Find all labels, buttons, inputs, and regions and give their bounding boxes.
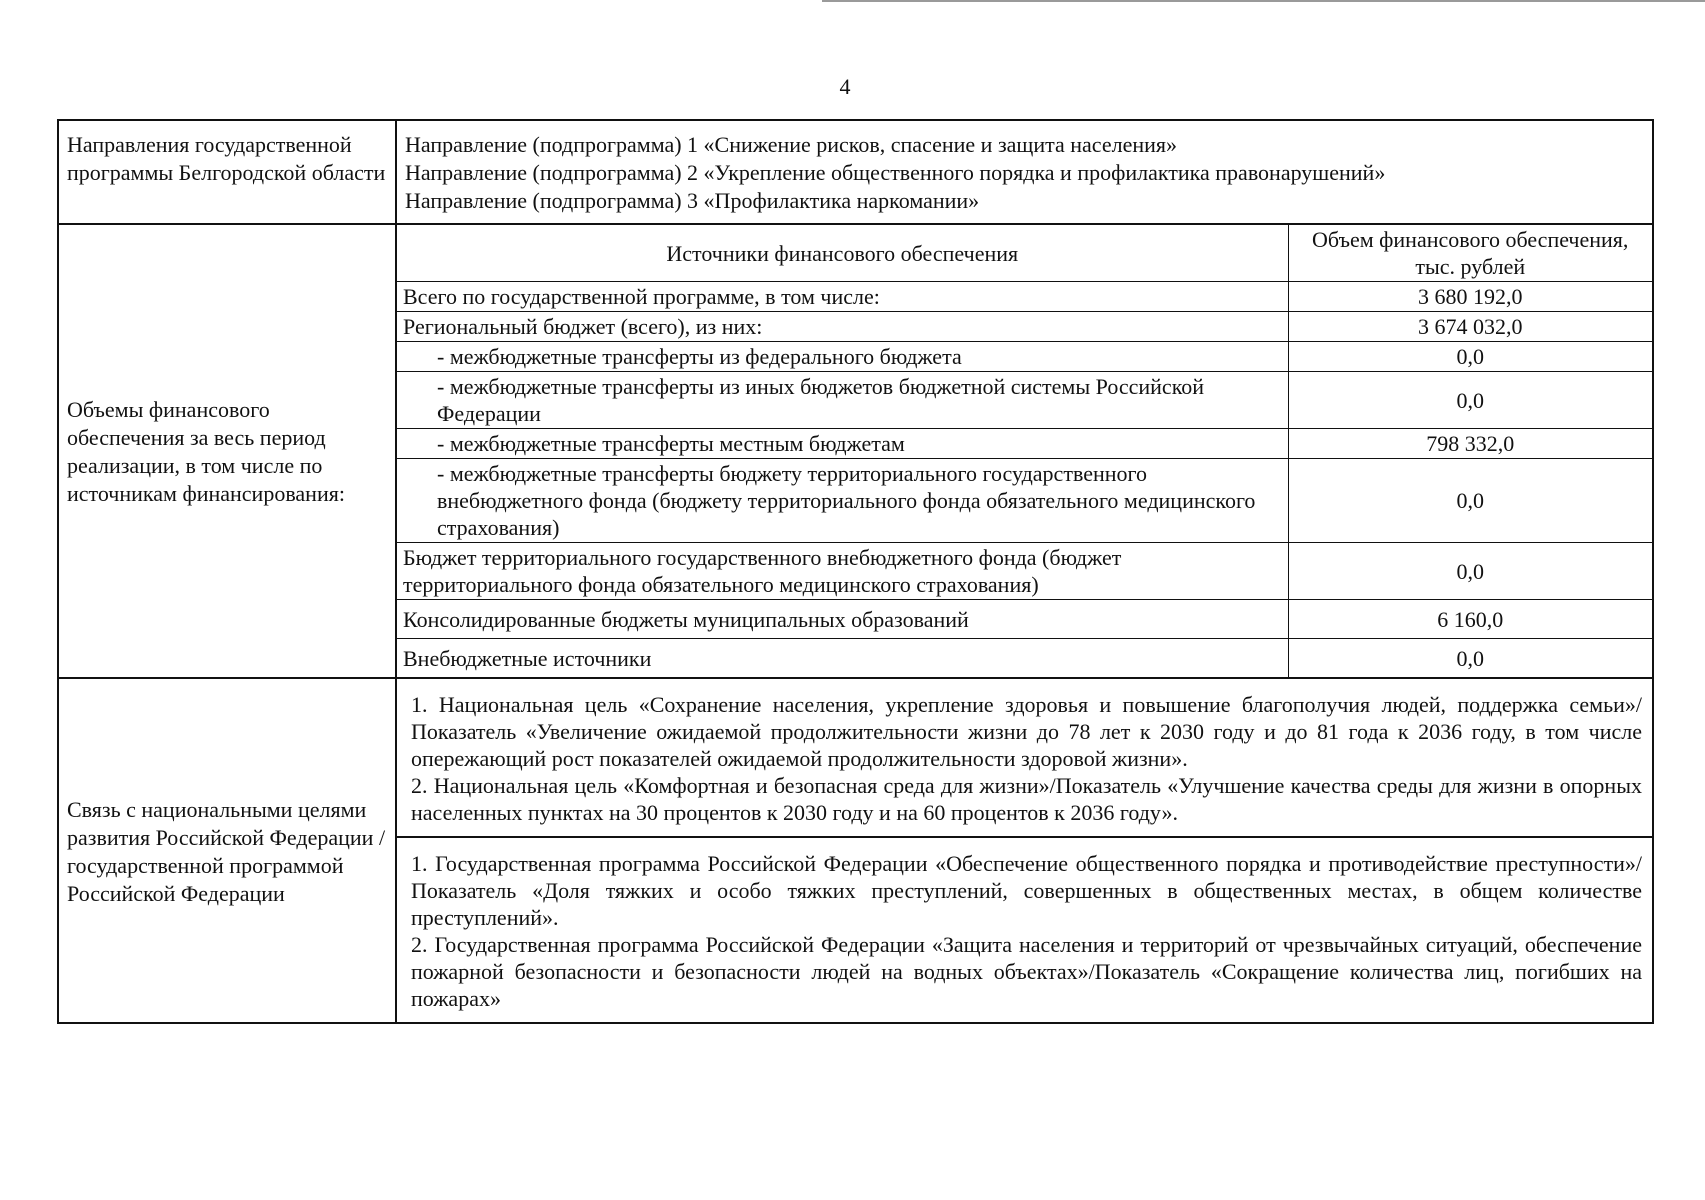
- financing-row-municipal: [397, 600, 1652, 639]
- financing-source: - межбюджетные трансферты местным бюджетам: [397, 429, 1288, 459]
- financing-source: Бюджет территориального государственного внебюджетного фонда (бюджет территориального фонда обязательного медицинского страхования): [397, 543, 1288, 600]
- financing-source: Региональный бюджет (всего), из них:: [397, 312, 1288, 342]
- financing-content: [396, 224, 1653, 678]
- financing-row-local-transfers: [397, 429, 1652, 459]
- national-goal-1: 1. Национальная цель «Сохранение населения, укрепление здоровья и повышение благополучия людей, поддержка семьи»/Показатель «Увеличение ожидаемой продолжительности жизни до 78 лет к 2030 году и до 81 года к 2036 году, в том числе опережающий рост показателей ожидаемой продолжительности здоровой жизни».: [411, 692, 1642, 771]
- state-program-1: 1. Государственная программа Российской Федерации «Обеспечение общественного порядка и противодействие преступности»/Показатель «Доля тяжких и особо тяжких преступлений, совершенных в общественных местах, в общем количестве преступлений».: [411, 851, 1642, 930]
- financing-row-fund-budget: [397, 543, 1652, 600]
- financing-table: [397, 225, 1652, 677]
- financing-value: 6 160,0: [1288, 600, 1652, 639]
- financing-header-row: [397, 225, 1652, 282]
- financing-source: Консолидированные бюджеты муниципальных образований: [397, 600, 1288, 639]
- national-goal-2: 2. Национальная цель «Комфортная и безопасная среда для жизни»/Показатель «Улучшение качества среды для жизни в опорных населенных пунктах на 30 процентов к 2030 году и на 60 процентов к 2036 году».: [411, 773, 1642, 825]
- financing-row-regional: [397, 312, 1652, 342]
- financing-source: Внебюджетные источники: [397, 639, 1288, 678]
- direction-item-2: Направление (подпрограмма) 2 «Укрепление общественного порядка и профилактика правонарушений»: [405, 160, 1386, 185]
- state-program-2: 2. Государственная программа Российской Федерации «Защита населения и территорий от чрезвычайных ситуаций, обеспечение пожарной безопасности и безопасности людей на водных объектах»/Показатель «Сокращение количества лиц, погибших на пожарах»: [411, 932, 1642, 1011]
- links-row: [58, 678, 1653, 1023]
- financing-source: - межбюджетные трансферты из федерального бюджета: [397, 342, 1288, 372]
- financing-header-sources: Источники финансового обеспечения: [397, 225, 1288, 282]
- financing-value: 0,0: [1288, 342, 1652, 372]
- national-goals-block: [397, 679, 1652, 836]
- financing-source: Всего по государственной программе, в том числе:: [397, 282, 1288, 312]
- scan-edge-line: [822, 0, 1705, 2]
- financing-value: 0,0: [1288, 372, 1652, 429]
- financing-source: - межбюджетные трансферты бюджету территориального государственного внебюджетного фонда (бюджету территориального фонда обязательного медицинского страхования): [397, 459, 1288, 543]
- financing-value: 0,0: [1288, 459, 1652, 543]
- state-programs-block: [397, 836, 1652, 1022]
- financing-header-volume: Объем финансового обеспечения, тыс. рублей: [1288, 225, 1652, 282]
- program-passport-table: [57, 119, 1654, 1024]
- direction-item-3: Направление (подпрограмма) 3 «Профилактика наркомании»: [405, 188, 980, 213]
- links-content: [396, 678, 1653, 1023]
- financing-value: 0,0: [1288, 543, 1652, 600]
- financing-row-extrabudgetary: [397, 639, 1652, 678]
- financing-value: 3 674 032,0: [1288, 312, 1652, 342]
- financing-value: 0,0: [1288, 639, 1652, 678]
- financing-row-federal-transfers: [397, 342, 1652, 372]
- direction-item-1: Направление (подпрограмма) 1 «Снижение рисков, спасение и защита населения»: [405, 132, 1178, 157]
- financing-row: [58, 224, 1653, 678]
- financing-value: 798 332,0: [1288, 429, 1652, 459]
- financing-row-fund-transfers: [397, 459, 1652, 543]
- page-number: 4: [839, 74, 851, 99]
- financing-label: Объемы финансового обеспечения за весь период реализации, в том числе по источникам финансирования:: [58, 224, 396, 678]
- financing-value: 3 680 192,0: [1288, 282, 1652, 312]
- financing-row-other-budgets-transfers: [397, 372, 1652, 429]
- financing-row-total: [397, 282, 1652, 312]
- links-label: Связь с национальными целями развития Российской Федерации / государственной программой Российской Федерации: [58, 678, 396, 1023]
- financing-source: - межбюджетные трансферты из иных бюджетов бюджетной системы Российской Федерации: [397, 372, 1288, 429]
- directions-label: Направления государственной программы Белгородской области: [58, 120, 396, 224]
- directions-content: [396, 120, 1653, 224]
- directions-row: [58, 120, 1653, 224]
